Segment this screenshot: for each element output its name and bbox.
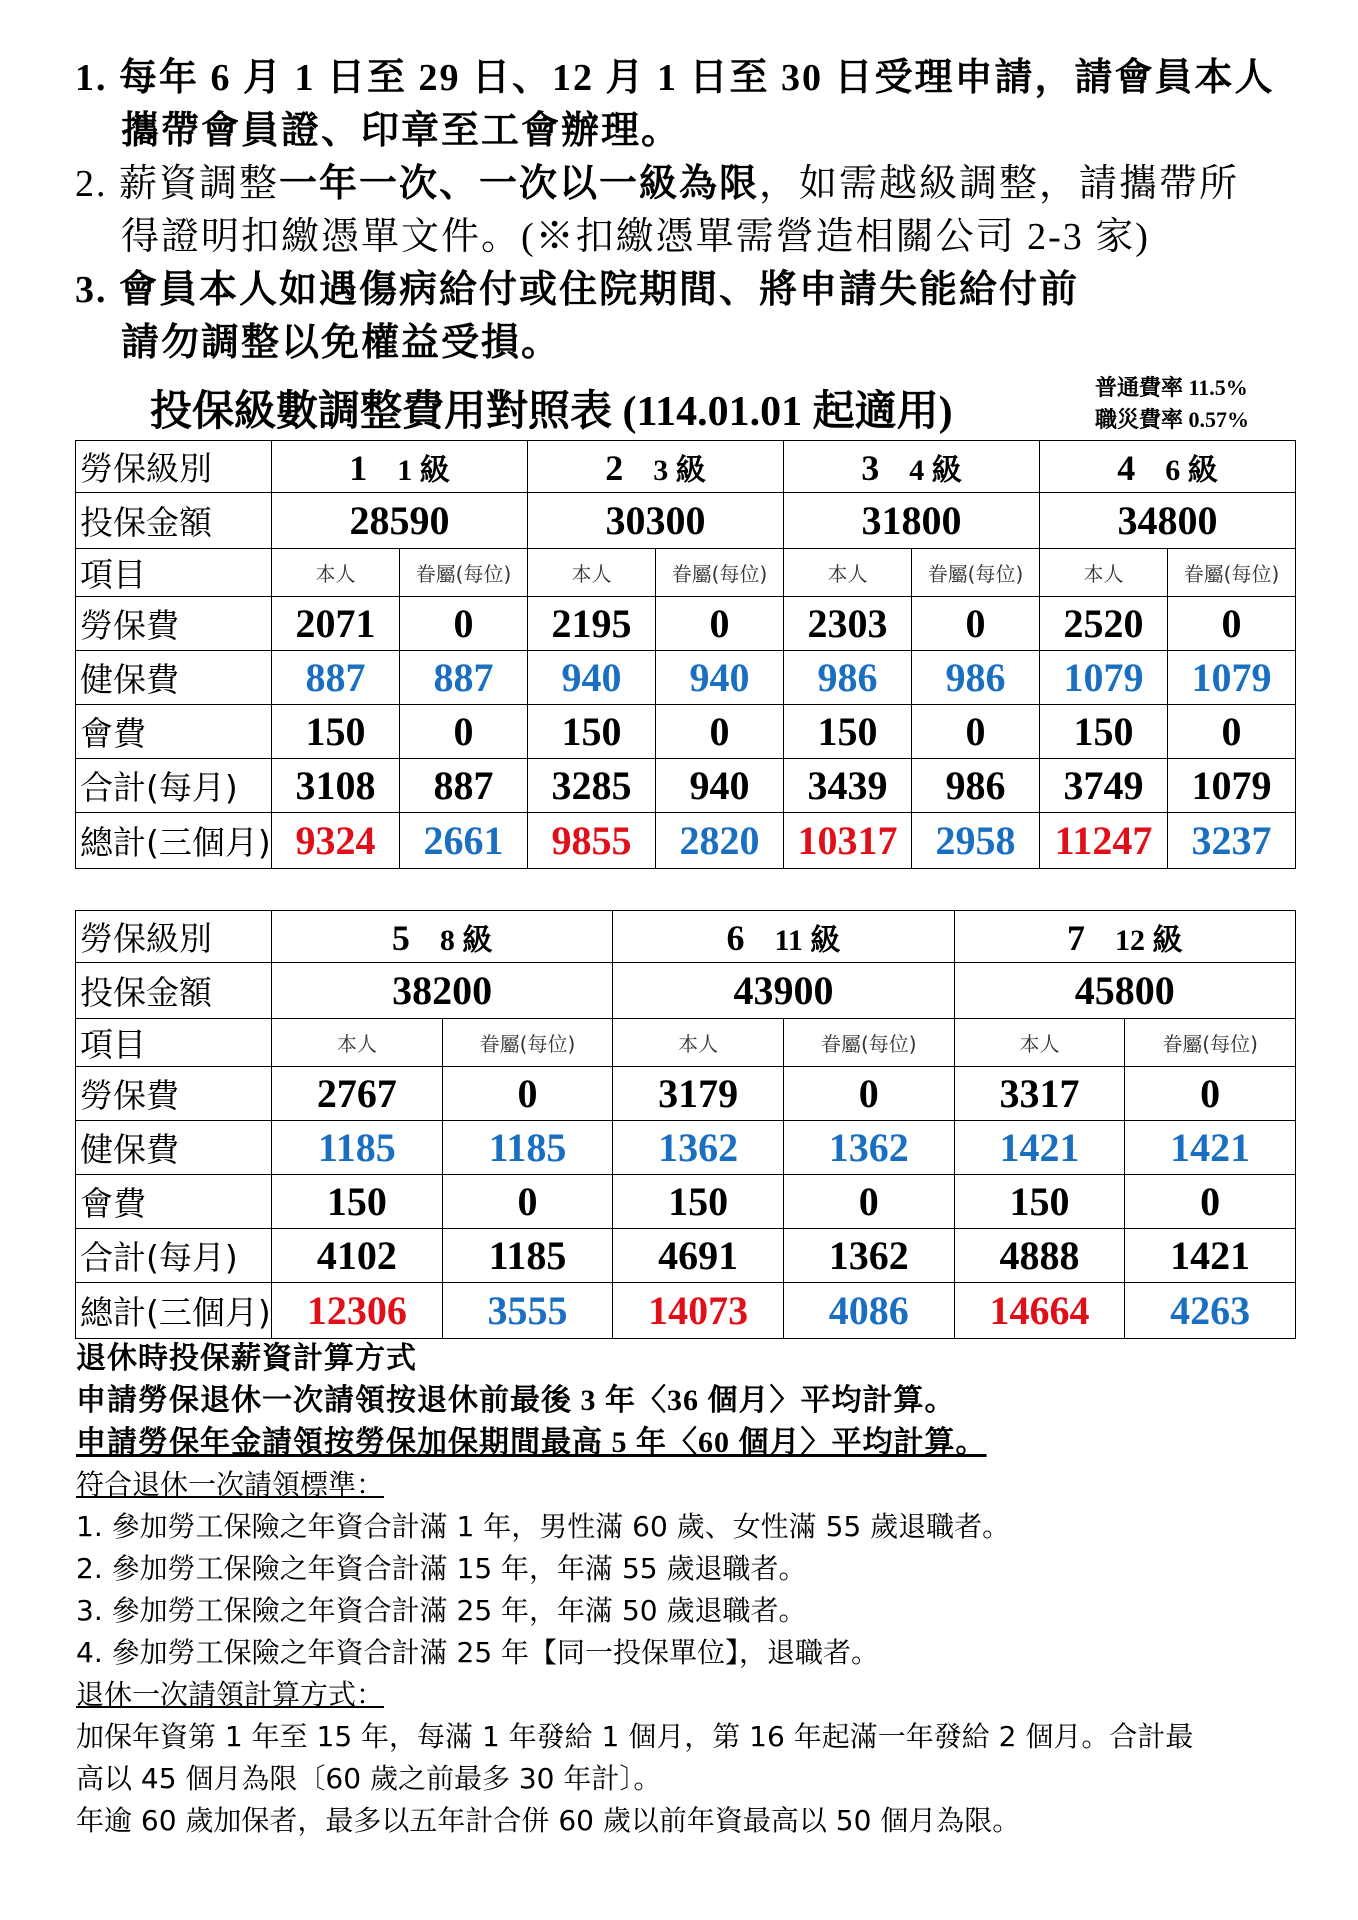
- retirement-line-2: 申請勞保年金請領按勞保加保期間最高 5 年〈60 個月〉平均計算。: [76, 1426, 987, 1459]
- quarter-self-value: 14664: [954, 1283, 1125, 1339]
- criteria-4: 4. 參加勞工保險之年資合計滿 25 年【同一投保單位】，退職者。: [76, 1636, 880, 1669]
- monthly-self-value: 4691: [613, 1229, 784, 1283]
- health-self-value: 1421: [954, 1121, 1125, 1175]
- table-row: [76, 963, 1296, 1019]
- level-cell: [784, 441, 1040, 493]
- quarter-dependent-value: 4086: [783, 1283, 954, 1339]
- row-label-amount: 投保金額: [76, 493, 272, 549]
- monthly-self-value: 3108: [272, 759, 400, 813]
- row-label-level: 勞保級別: [76, 441, 272, 493]
- level-number: 3: [861, 447, 880, 488]
- labor-self-value: 3317: [954, 1067, 1125, 1121]
- monthly-self-value: 4102: [272, 1229, 443, 1283]
- row-label-monthly: 合計(每月): [76, 1229, 272, 1283]
- table-row: [76, 1175, 1296, 1229]
- level-number: 7: [1067, 917, 1086, 958]
- level-grade: 8 級: [439, 923, 493, 957]
- criteria-title: 符合退休一次請領標準：: [76, 1468, 385, 1501]
- calc-line-1: 加保年資第 1 年至 15 年，每滿 1 年發給 1 個月，第 16 年起滿一年發給 2 個月。合計最: [76, 1720, 1194, 1753]
- quarter-self-value: 9324: [272, 813, 400, 869]
- table-row: [76, 1229, 1296, 1283]
- labor-self-value: 3179: [613, 1067, 784, 1121]
- table-row: [76, 911, 1296, 963]
- union-dependent-value: 0: [912, 705, 1040, 759]
- union-self-value: 150: [272, 705, 400, 759]
- table-row: [76, 813, 1296, 869]
- health-dependent-value: 1079: [1168, 651, 1296, 705]
- monthly-dependent-value: 887: [400, 759, 528, 813]
- level-cell: [954, 911, 1295, 963]
- row-label-level: 勞保級別: [76, 911, 272, 963]
- union-dependent-value: 0: [442, 1175, 613, 1229]
- table-row: [76, 493, 1296, 549]
- labor-dependent-value: 0: [1125, 1067, 1296, 1121]
- insured-amount: 38200: [272, 963, 613, 1019]
- table-row: [76, 705, 1296, 759]
- row-label-union: 會費: [76, 705, 272, 759]
- criteria-2: 2. 參加勞工保險之年資合計滿 15 年，年滿 55 歲退職者。: [76, 1552, 807, 1585]
- union-self-value: 150: [613, 1175, 784, 1229]
- insured-amount: 30300: [528, 493, 784, 549]
- quarter-self-value: 9855: [528, 813, 656, 869]
- level-grade: 4 級: [909, 453, 962, 487]
- row-label-monthly: 合計(每月): [76, 759, 272, 813]
- monthly-dependent-value: 1362: [783, 1229, 954, 1283]
- union-dependent-value: 0: [656, 705, 784, 759]
- table-row: [76, 1121, 1296, 1175]
- health-dependent-value: 940: [656, 651, 784, 705]
- union-self-value: 150: [272, 1175, 443, 1229]
- notice-list: [75, 52, 1295, 370]
- quarter-self-value: 10317: [784, 813, 912, 869]
- labor-dependent-value: 0: [656, 597, 784, 651]
- quarter-dependent-value: 2958: [912, 813, 1040, 869]
- union-dependent-value: 0: [783, 1175, 954, 1229]
- health-dependent-value: 1362: [783, 1121, 954, 1175]
- labor-dependent-value: 0: [912, 597, 1040, 651]
- calc-line-2: 高以 45 個月為限〔60 歲之前最多 30 年計〕。: [76, 1762, 662, 1795]
- labor-self-value: 2303: [784, 597, 912, 651]
- criteria-3: 3. 參加勞工保險之年資合計滿 25 年，年滿 50 歲退職者。: [76, 1594, 807, 1627]
- row-label-health: 健保費: [76, 651, 272, 705]
- union-self-value: 150: [784, 705, 912, 759]
- normal-rate: 普通費率 11.5%: [1095, 375, 1248, 400]
- sub-label-dependent: 眷屬(每位): [400, 549, 528, 597]
- labor-self-value: 2071: [272, 597, 400, 651]
- health-dependent-value: 986: [912, 651, 1040, 705]
- notice-1: 1. 每年 6 月 1 日至 29 日、12 月 1 日至 30 日受理申請，請會員本人 攜帶會員證、印章至工會辦理。: [75, 57, 1275, 152]
- level-grade: 3 級: [653, 453, 706, 487]
- fee-table-1: [75, 440, 1296, 869]
- level-number: 2: [605, 447, 624, 488]
- sub-label-dependent: 眷屬(每位): [442, 1019, 613, 1067]
- health-self-value: 887: [272, 651, 400, 705]
- insured-amount: 31800: [784, 493, 1040, 549]
- retirement-section: [76, 1338, 1316, 1842]
- row-label-amount: 投保金額: [76, 963, 272, 1019]
- fee-table-2: [75, 910, 1296, 1339]
- union-self-value: 150: [954, 1175, 1125, 1229]
- sub-label-dependent: 眷屬(每位): [783, 1019, 954, 1067]
- row-label-quarter: 總計(三個月): [76, 1283, 272, 1339]
- monthly-dependent-value: 1079: [1168, 759, 1296, 813]
- quarter-self-value: 11247: [1040, 813, 1168, 869]
- criteria-1: 1. 參加勞工保險之年資合計滿 1 年，男性滿 60 歲、女性滿 55 歲退職者。: [76, 1510, 1011, 1543]
- level-cell: [528, 441, 784, 493]
- level-number: 5: [391, 917, 410, 958]
- monthly-self-value: 3749: [1040, 759, 1168, 813]
- labor-self-value: 2767: [272, 1067, 443, 1121]
- table-row: [76, 441, 1296, 493]
- quarter-dependent-value: 2820: [656, 813, 784, 869]
- sub-label-self: 本人: [272, 1019, 443, 1067]
- level-cell: [613, 911, 954, 963]
- calc-title: 退休一次請領計算方式：: [76, 1678, 385, 1711]
- sub-label-self: 本人: [784, 549, 912, 597]
- monthly-dependent-value: 986: [912, 759, 1040, 813]
- level-grade: 12 級: [1115, 923, 1183, 957]
- sub-label-dependent: 眷屬(每位): [912, 549, 1040, 597]
- monthly-self-value: 4888: [954, 1229, 1125, 1283]
- health-self-value: 1362: [613, 1121, 784, 1175]
- union-self-value: 150: [528, 705, 656, 759]
- health-self-value: 1185: [272, 1121, 443, 1175]
- quarter-self-value: 12306: [272, 1283, 443, 1339]
- row-label-labor: 勞保費: [76, 1067, 272, 1121]
- health-self-value: 940: [528, 651, 656, 705]
- level-cell: [272, 911, 613, 963]
- monthly-dependent-value: 1421: [1125, 1229, 1296, 1283]
- row-label-health: 健保費: [76, 1121, 272, 1175]
- row-label-item: 項目: [76, 549, 272, 597]
- quarter-dependent-value: 3237: [1168, 813, 1296, 869]
- health-self-value: 986: [784, 651, 912, 705]
- quarter-dependent-value: 2661: [400, 813, 528, 869]
- health-self-value: 1079: [1040, 651, 1168, 705]
- union-dependent-value: 0: [400, 705, 528, 759]
- monthly-self-value: 3439: [784, 759, 912, 813]
- health-dependent-value: 887: [400, 651, 528, 705]
- table-row: [76, 651, 1296, 705]
- level-grade: 11 級: [774, 923, 841, 957]
- calc-line-3: 年逾 60 歲加保者，最多以五年計合併 60 歲以前年資最高以 50 個月為限。: [76, 1804, 1021, 1837]
- sub-label-self: 本人: [272, 549, 400, 597]
- insured-amount: 28590: [272, 493, 528, 549]
- labor-self-value: 2520: [1040, 597, 1168, 651]
- notice-3: 3. 會員本人如遇傷病給付或住院期間、將申請失能給付前 請勿調整以免權益受損。: [75, 269, 1080, 364]
- table-row: [76, 1283, 1296, 1339]
- insured-amount: 34800: [1040, 493, 1296, 549]
- sub-label-self: 本人: [1040, 549, 1168, 597]
- table-row: [76, 549, 1296, 597]
- row-label-labor: 勞保費: [76, 597, 272, 651]
- sub-label-self: 本人: [954, 1019, 1125, 1067]
- level-number: 6: [726, 917, 745, 958]
- sub-label-dependent: 眷屬(每位): [1125, 1019, 1296, 1067]
- labor-dependent-value: 0: [1168, 597, 1296, 651]
- table-title-row: [150, 375, 1300, 438]
- health-dependent-value: 1421: [1125, 1121, 1296, 1175]
- table-row: [76, 597, 1296, 651]
- retirement-line-1: 申請勞保退休一次請領按退休前最後 3 年〈36 個月〉平均計算。: [76, 1384, 956, 1417]
- row-label-item: 項目: [76, 1019, 272, 1067]
- monthly-dependent-value: 1185: [442, 1229, 613, 1283]
- level-grade: 1 級: [397, 453, 450, 487]
- sub-label-dependent: 眷屬(每位): [656, 549, 784, 597]
- union-dependent-value: 0: [1125, 1175, 1296, 1229]
- sub-label-self: 本人: [613, 1019, 784, 1067]
- row-label-quarter: 總計(三個月): [76, 813, 272, 869]
- union-dependent-value: 0: [1168, 705, 1296, 759]
- quarter-dependent-value: 3555: [442, 1283, 613, 1339]
- labor-dependent-value: 0: [442, 1067, 613, 1121]
- insured-amount: 45800: [954, 963, 1295, 1019]
- labor-dependent-value: 0: [783, 1067, 954, 1121]
- notice-2: 2. 薪資調整一年一次、一次以一級為限，如需越級調整，請攜帶所 得證明扣繳憑單文件。(※扣繳憑單需營造相關公司 2-3 家): [75, 163, 1240, 258]
- labor-self-value: 2195: [528, 597, 656, 651]
- table-row: [76, 1019, 1296, 1067]
- row-label-union: 會費: [76, 1175, 272, 1229]
- quarter-self-value: 14073: [613, 1283, 784, 1339]
- level-number: 1: [349, 447, 368, 488]
- health-dependent-value: 1185: [442, 1121, 613, 1175]
- level-grade: 6 級: [1165, 453, 1218, 487]
- monthly-self-value: 3285: [528, 759, 656, 813]
- level-cell: [1040, 441, 1296, 493]
- quarter-dependent-value: 4263: [1125, 1283, 1296, 1339]
- occupational-rate: 職災費率 0.57%: [1095, 407, 1250, 432]
- union-self-value: 150: [1040, 705, 1168, 759]
- retirement-heading: 退休時投保薪資計算方式: [76, 1342, 417, 1375]
- table-row: [76, 1067, 1296, 1121]
- level-cell: [272, 441, 528, 493]
- rate-info: [1095, 372, 1249, 436]
- sub-label-self: 本人: [528, 549, 656, 597]
- table-row: [76, 759, 1296, 813]
- page-title: 投保級數調整費用對照表 (114.01.01 起適用): [150, 389, 953, 435]
- monthly-dependent-value: 940: [656, 759, 784, 813]
- insured-amount: 43900: [613, 963, 954, 1019]
- labor-dependent-value: 0: [400, 597, 528, 651]
- sub-label-dependent: 眷屬(每位): [1168, 549, 1296, 597]
- level-number: 4: [1117, 447, 1136, 488]
